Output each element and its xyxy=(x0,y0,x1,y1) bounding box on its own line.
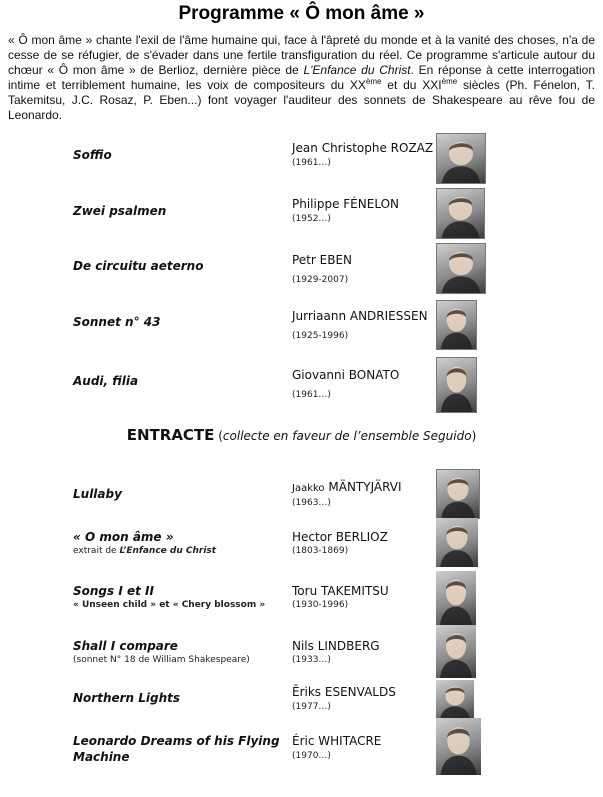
composer-photo xyxy=(436,357,477,413)
composer-photo xyxy=(436,680,474,720)
piece-title: Northern Lights xyxy=(73,691,181,705)
portrait-silhouette xyxy=(437,244,485,293)
piece-title: Audi, filia xyxy=(73,374,139,388)
piece-title: « O mon âme » xyxy=(73,530,174,544)
composer-name: Toru TAKEMITSU xyxy=(292,584,389,598)
intro-text: et du XXI xyxy=(381,78,442,92)
composer-dates: (1961…) xyxy=(292,158,331,168)
superscript: ème xyxy=(365,77,382,86)
intro-text: « Ô mon âme » chante l'exil de l'âme humaine qui, face à l'âpreté du monde et à la vanité des choses, n'a de cesse de se réfugier, de s'évader dans une fertile transfiguration du réel. Ce programme s'articule autour du chœur « Ô mon âme » de Berlioz, dernière pièce de xyxy=(8,33,595,77)
intermission-label: ENTRACTE xyxy=(126,426,215,444)
intro-paragraph xyxy=(8,33,595,123)
composer-photo xyxy=(436,518,478,567)
intro-text: siècles (Ph. Fénelon, T. Takemitsu, J.C. Rosaz, P. Eben...) font voyager l'auditeur des sonnets de Shakespeare au rêve fou de Leonardo. xyxy=(8,78,595,122)
composer-dates: (1952…) xyxy=(292,214,331,224)
composer-photo xyxy=(436,133,486,184)
composer-last-name: MÄNTYJÄRVI xyxy=(328,480,402,494)
portrait-silhouette xyxy=(437,470,479,518)
portrait-silhouette xyxy=(437,134,485,183)
portrait-silhouette xyxy=(436,571,476,625)
composer-name: Hector BERLIOZ xyxy=(292,530,388,544)
composer-name xyxy=(292,479,402,497)
subtitle-text: extrait de xyxy=(73,546,120,556)
piece-title: Zwei psalmen xyxy=(73,204,167,218)
composer-photo xyxy=(436,625,476,678)
composer-name: Jurriaann ANDRIESSEN xyxy=(292,309,428,323)
composer-photo xyxy=(436,469,480,519)
composer-photo xyxy=(436,188,485,239)
piece-title: De circuitu aeterno xyxy=(73,259,204,273)
portrait-silhouette xyxy=(437,301,476,349)
subtitle-songs: « Unseen child » et « Chery blossom » xyxy=(73,600,266,610)
piece-title: Sonnet n° 43 xyxy=(73,315,161,329)
piece-title: Shall I compare xyxy=(73,639,178,653)
composer-dates: (1930-1996) xyxy=(292,600,349,610)
composer-name: Nils LINDBERG xyxy=(292,639,380,653)
composer-photo xyxy=(436,571,476,625)
piece-title: Songs I et II xyxy=(73,584,154,598)
composer-photo xyxy=(436,718,481,775)
composer-dates: (1961…) xyxy=(292,390,331,400)
portrait-silhouette xyxy=(436,718,481,775)
composer-name: Philippe FÉNELON xyxy=(292,197,399,211)
piece-title: Soffio xyxy=(73,148,112,162)
composer-name: Ēriks ESENVALDS xyxy=(292,685,396,699)
intermission-note: collecte en faveur de l’ensemble Seguido xyxy=(222,429,472,443)
intro-work-title: L'Enfance du Christ xyxy=(303,63,411,77)
intro-text: . En réponse à cette interrogation intime et terriblement humaine, les voix de compositeurs du XX xyxy=(8,63,595,92)
composer-name: Éric WHITACRE xyxy=(292,734,382,748)
composer-dates: (1803-1869) xyxy=(292,546,349,556)
composer-dates: (1970…) xyxy=(292,751,331,761)
page-title: Programme « Ô mon âme » xyxy=(178,3,425,24)
portrait-silhouette xyxy=(437,358,476,412)
paren: ) xyxy=(471,429,477,443)
piece-title: Leonardo Dreams of his Flying Machine xyxy=(73,734,280,764)
portrait-silhouette xyxy=(436,625,476,678)
piece-title: Lullaby xyxy=(73,487,122,501)
intermission-heading xyxy=(0,426,603,444)
composer-dates: (1925-1996) xyxy=(292,331,349,341)
composer-name: Petr EBEN xyxy=(292,253,353,267)
subtitle-work: L’Enfance du Christ xyxy=(119,546,217,556)
composer-first-name: Jaakko xyxy=(292,483,325,494)
portrait-silhouette xyxy=(436,680,474,720)
composer-photo xyxy=(436,300,477,350)
composer-dates: (1929-2007) xyxy=(292,275,349,285)
composer-photo xyxy=(436,243,486,294)
superscript: ème xyxy=(441,77,458,86)
composer-name: Jean Christophe ROZAZ xyxy=(292,141,434,155)
piece-subtitle xyxy=(73,599,293,611)
paren: ( xyxy=(214,429,223,443)
composer-dates: (1933…) xyxy=(292,655,331,665)
composer-dates: (1963…) xyxy=(292,498,331,508)
piece-subtitle: (sonnet N° 18 de William Shakespeare) xyxy=(73,655,250,665)
portrait-silhouette xyxy=(437,189,484,238)
piece-subtitle xyxy=(73,545,293,557)
portrait-silhouette xyxy=(436,518,478,567)
composer-name: Giovanni BONATO xyxy=(292,368,400,382)
composer-dates: (1977…) xyxy=(292,702,331,712)
